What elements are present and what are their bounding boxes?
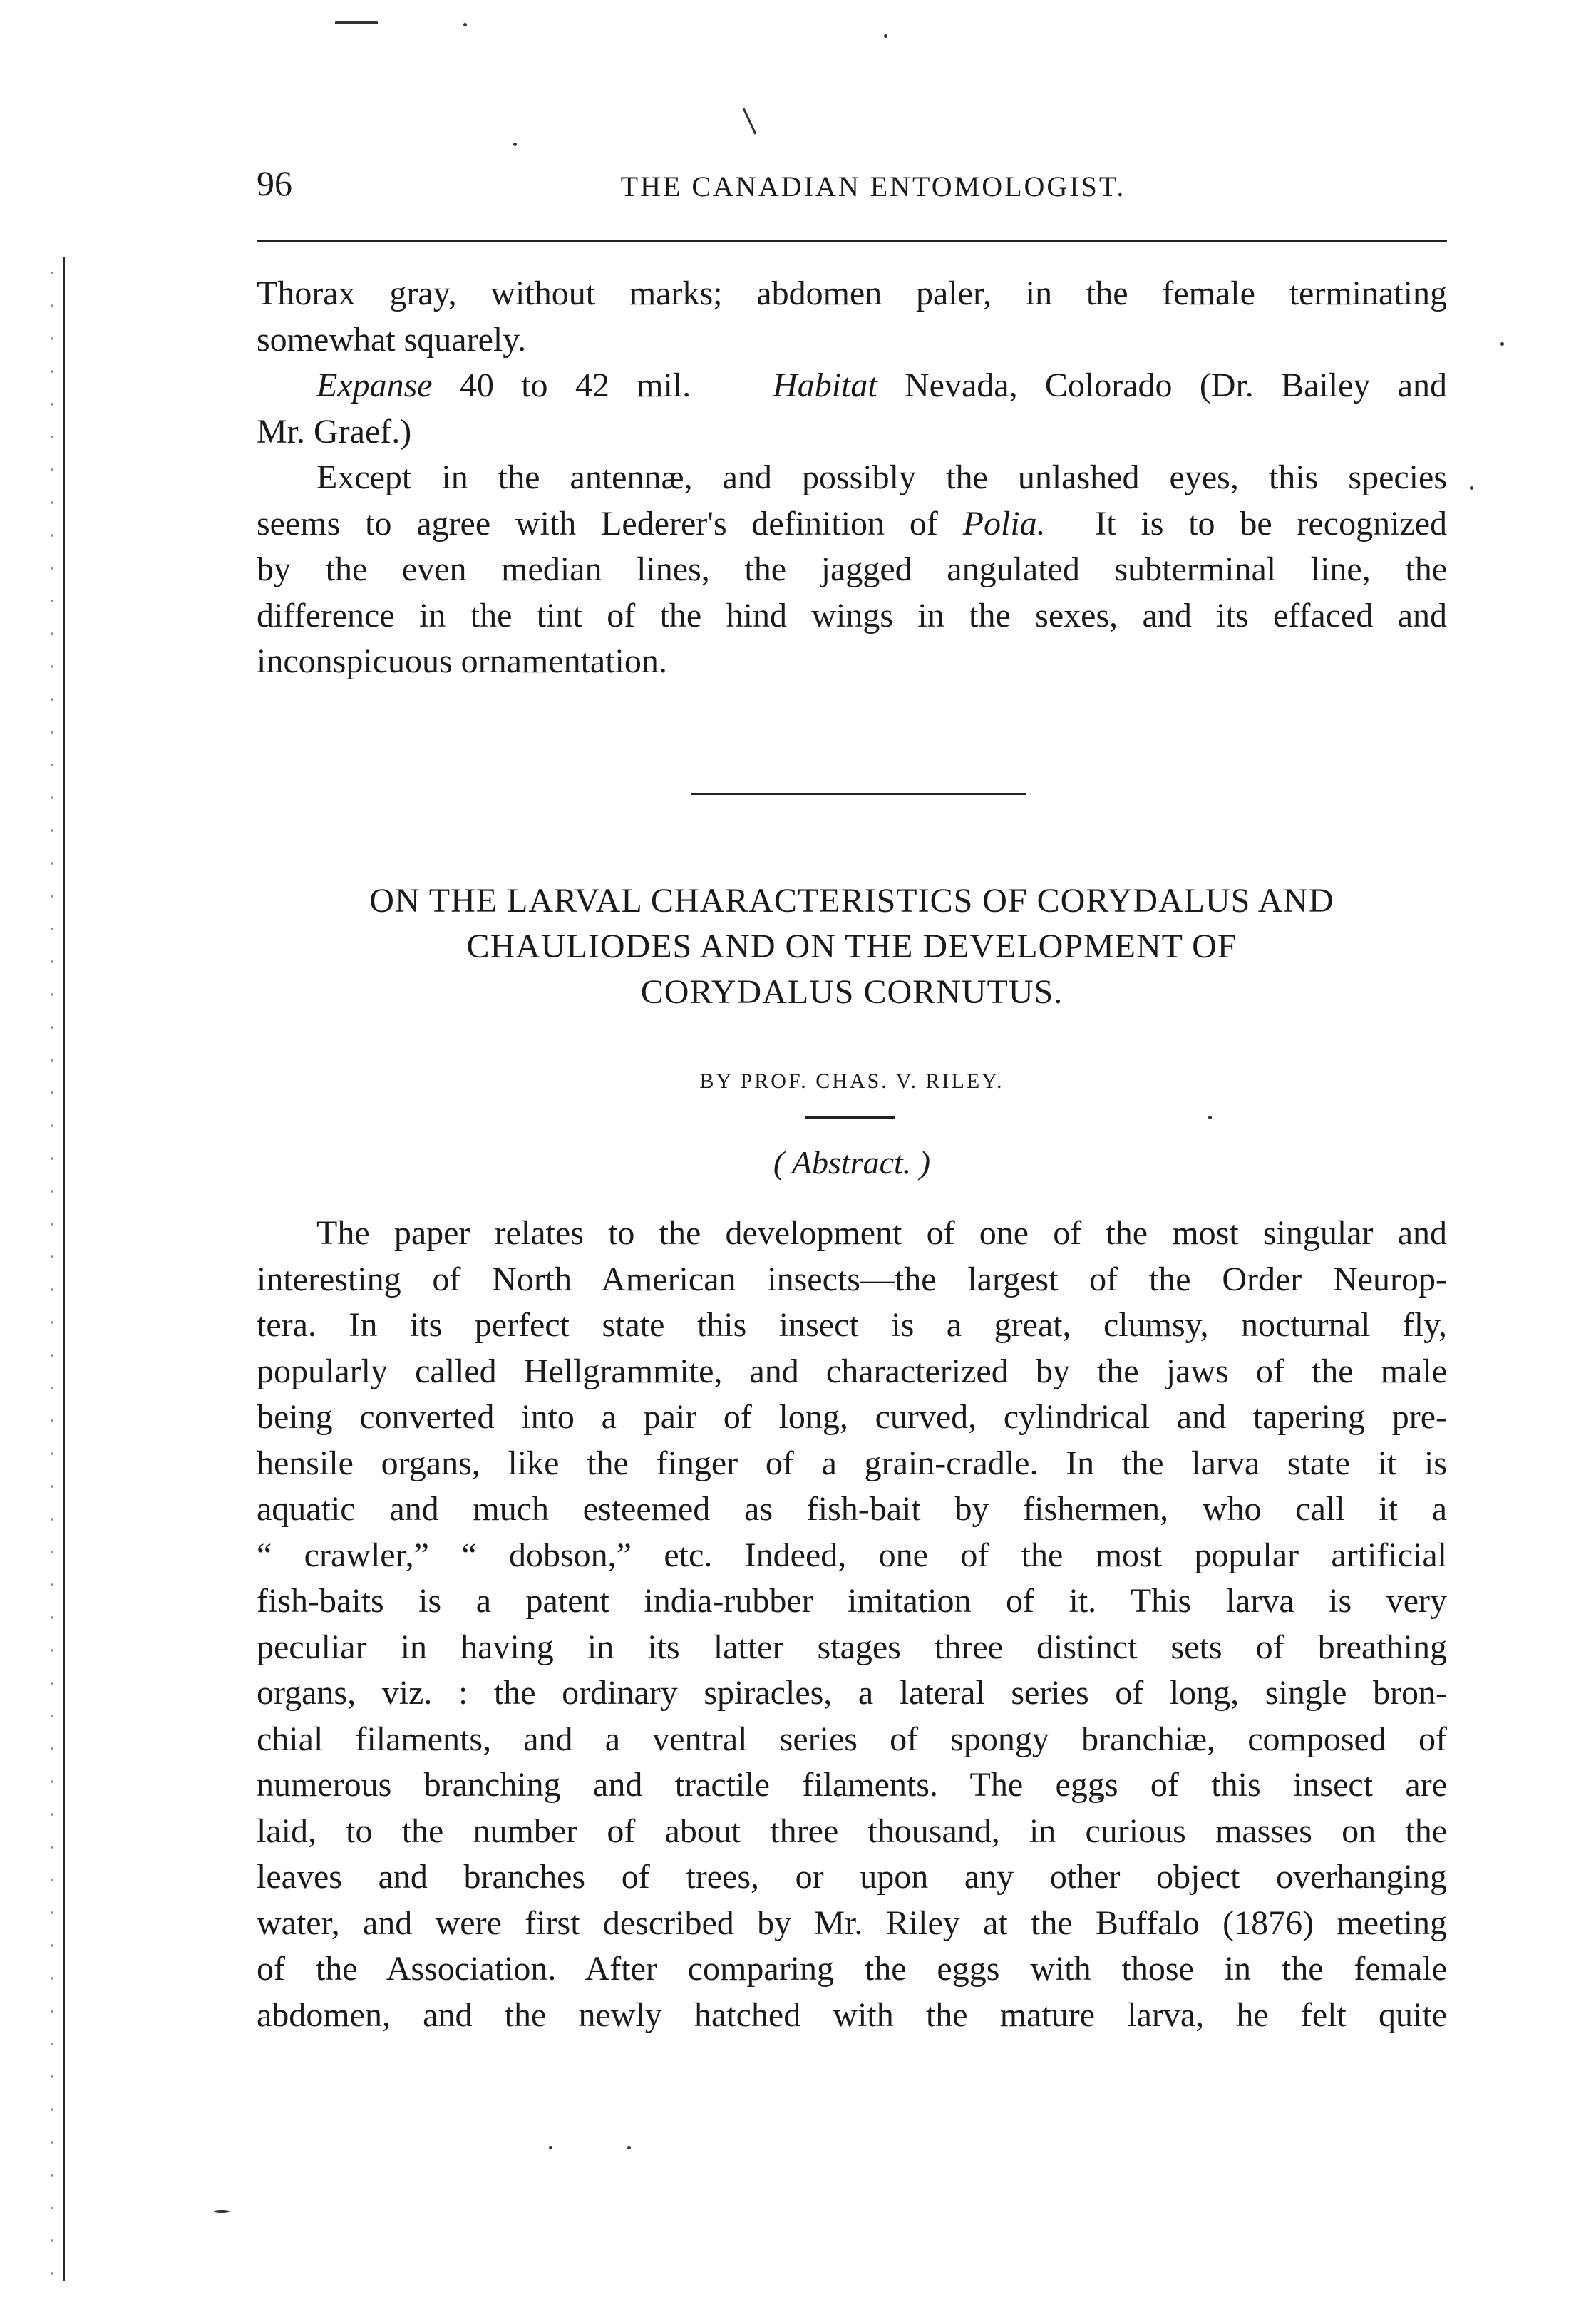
text-line: of the Association. After comparing the eggs with those in the female xyxy=(257,1950,1447,1988)
text-line: leaves and branches of trees, or upon any other object overhanging xyxy=(257,1858,1447,1896)
text-line xyxy=(257,501,1447,548)
lederer-text: seems to agree with Lederer's definition of xyxy=(257,504,938,543)
expanse-value: 40 to 42 mil. xyxy=(459,366,691,404)
expanse-line xyxy=(257,363,1447,409)
text-line: laid, to the number of about three thousand, in curious masses on the xyxy=(257,1812,1447,1850)
text-line: Thorax gray, without marks; abdomen paler, in the female terminating xyxy=(257,274,1447,312)
text-line: tera. In its perfect state this insect is a great, clumsy, nocturnal fly, xyxy=(257,1306,1447,1344)
text-line: “ crawler,” “ dobson,” etc. Indeed, one of the most popular artificial xyxy=(257,1536,1447,1574)
text-line: aquatic and much esteemed as fish-bait by fishermen, who call it a xyxy=(257,1490,1447,1528)
text-line: somewhat squarely. xyxy=(257,320,527,359)
text-line: chial filaments, and a ventral series of spongy branchiæ, composed of xyxy=(257,1720,1447,1758)
genus-name: Polia. xyxy=(962,504,1046,543)
text-line: Except in the antennæ, and possibly the unlashed eyes, this species xyxy=(316,458,1447,496)
text-line: popularly called Hellgrammite, and characterized by the jaws of the male xyxy=(257,1352,1447,1390)
habitat-label: Habitat xyxy=(773,366,877,404)
header-rule xyxy=(257,240,1447,242)
text-line: organs, viz. : the ordinary spiracles, a lateral series of long, single bron- xyxy=(257,1674,1447,1712)
expanse-label: Expanse xyxy=(316,366,433,404)
abstract-label: ( Abstract. ) xyxy=(773,1144,931,1181)
binding-edge xyxy=(63,257,67,2281)
article-title xyxy=(257,878,1447,1015)
recognized-text: It is to be recognized xyxy=(1095,504,1448,543)
title-line: CHAULIODES AND ON THE DEVELOPMENT OF xyxy=(466,928,1237,965)
text-line: water, and were first described by Mr. Riley at the Buffalo (1876) meeting xyxy=(257,1904,1447,1942)
continuation-text xyxy=(257,271,1447,685)
text-line: The paper relates to the development of one of the most singular and xyxy=(316,1214,1447,1252)
text-line: interesting of North American insects—the largest of the Order Neurop- xyxy=(257,1260,1447,1298)
binding-line xyxy=(63,257,65,2281)
binding-specks xyxy=(47,257,57,2281)
section-separator xyxy=(691,793,1026,795)
abstract-body xyxy=(257,1211,1447,2038)
byline-rule xyxy=(805,1116,895,1119)
text-line: peculiar in having in its latter stages three distinct sets of breathing xyxy=(257,1628,1447,1666)
page-number: 96 xyxy=(257,163,292,203)
text-line: fish-baits is a patent india-rubber imitation of it. This larva is very xyxy=(257,1582,1447,1620)
text-line: being converted into a pair of long, curved, cylindrical and tapering pre- xyxy=(257,1398,1447,1436)
running-header xyxy=(257,163,1461,212)
text-line: hensile organs, like the finger of a grain-cradle. In the larva state it is xyxy=(257,1444,1447,1482)
title-line: CORYDALUS CORNUTUS. xyxy=(640,973,1064,1011)
text-line: difference in the tint of the hind wings in the sexes, and its effaced and xyxy=(257,596,1447,635)
title-line: ON THE LARVAL CHARACTERISTICS OF CORYDALUS AND xyxy=(369,882,1334,920)
text-line: by the even median lines, the jagged angulated subterminal line, the xyxy=(257,550,1447,588)
text-line: inconspicuous ornamentation. xyxy=(257,642,667,680)
text-line: Mr. Graef.) xyxy=(257,412,412,451)
running-title: THE CANADIAN ENTOMOLOGIST. xyxy=(620,170,1126,202)
text-line: numerous branching and tractile filaments. The eggs of this insect are xyxy=(257,1766,1447,1804)
text-line: abdomen, and the newly hatched with the mature larva, he felt quite xyxy=(257,1995,1447,2034)
byline: BY PROF. CHAS. V. RILEY. xyxy=(699,1069,1004,1093)
habitat-value: Nevada, Colorado (Dr. Bailey and xyxy=(905,366,1447,404)
